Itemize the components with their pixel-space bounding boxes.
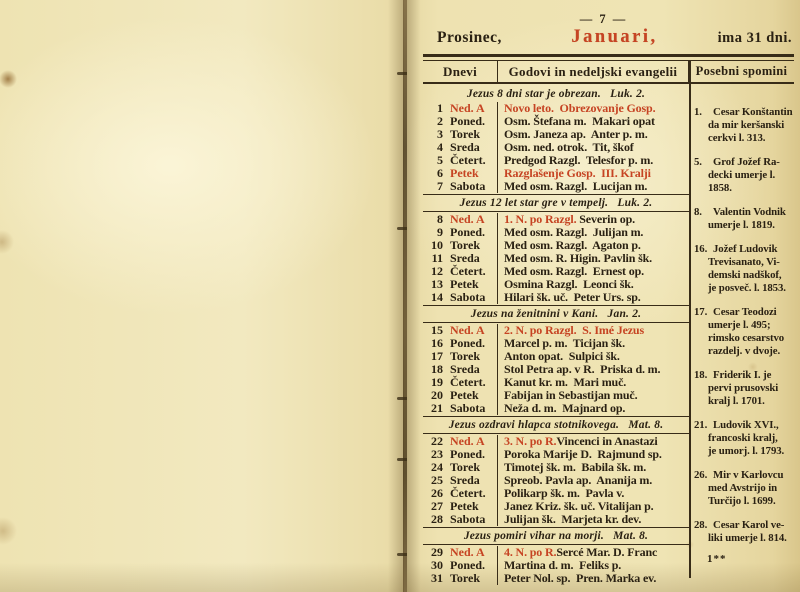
memorial-note	[694, 243, 797, 295]
feast-entry-part: Novo leto. Obrezovanje Gosp.	[504, 101, 656, 115]
weekday-name: Četert.	[447, 376, 498, 389]
day-number: 9	[437, 225, 443, 239]
day-number: 22	[431, 434, 443, 448]
weekday-name: Sabota	[447, 402, 498, 415]
gospel-heading	[423, 416, 689, 434]
printer-signature-mark: 1**	[707, 553, 727, 565]
calendar-day-row	[423, 572, 689, 585]
weekday-name: Petek	[447, 389, 498, 402]
feast-entry-part: 2. N. po Razgl. S. Imé Jezus	[504, 323, 644, 337]
feast-entry-part: Janez Kriz. šk. uč. Vitalijan p.	[504, 499, 654, 513]
gospel-heading-text: Jezus 12 let star gre v tempelj. Luk. 2.	[459, 197, 653, 209]
memorial-note-line	[694, 306, 797, 319]
memorial-note-text: Mir v Karlovcu	[713, 469, 784, 481]
feast-entry-part: Osm. Janeza ap. Anter p. m.	[504, 127, 648, 141]
calendar-header	[437, 27, 792, 48]
header-rule	[423, 82, 794, 84]
page-number: — 7 —	[579, 12, 628, 26]
weekday-name: Petek	[447, 278, 498, 291]
weekday-name: Poned.	[447, 559, 498, 572]
month-title: Januari,	[571, 27, 658, 47]
memorial-note-line: Trevisanato, Vi-	[708, 256, 780, 268]
day-number: 16	[431, 336, 443, 350]
day-number: 30	[431, 558, 443, 572]
memorial-note-text: Grof Jožef Ra-	[713, 156, 780, 168]
calendar-body	[423, 86, 689, 585]
feast-entry-part: Sercé Mar. D. Franc	[556, 545, 658, 559]
memorial-note-number: 21.	[694, 419, 708, 431]
column-divider-rule	[689, 61, 691, 578]
memorial-note-text: Jožef Ludovik	[713, 243, 778, 255]
weekday-name: Sabota	[447, 291, 498, 304]
memorial-note-number: 28.	[694, 519, 708, 531]
column-header-feasts: Godovi in nedeljski evangelii	[498, 61, 689, 82]
gospel-heading-text: Jezus ozdravi hlapca stotnikovega. Mat. 8.	[448, 419, 664, 431]
feast-entry-part: Timotej šk. m. Babila šk. m.	[504, 460, 647, 474]
memorial-note-line: decki umerje l.	[708, 169, 776, 181]
memorial-note-line: je umorj. l. 1793.	[708, 445, 785, 457]
memorial-note-text: Valentin Vodnik	[713, 206, 786, 218]
memorial-note-number: 5.	[694, 156, 702, 168]
memorial-note-line: demski nadškof,	[708, 269, 782, 281]
memorial-note-line: med Avstrijo in	[708, 482, 778, 494]
feast-entry	[498, 402, 689, 415]
weekday-name: Torek	[447, 128, 498, 141]
weekday-name: Torek	[447, 350, 498, 363]
memorial-note-line: rimsko cesarstvo	[708, 332, 785, 344]
memorial-note-number: 18.	[694, 369, 708, 381]
feast-entry	[498, 180, 689, 193]
memorial-note-text: Ludovik XVI.,	[713, 419, 779, 431]
day-number: 3	[437, 127, 443, 141]
weekday-name: Četert.	[447, 487, 498, 500]
feast-entry-part: Med osm. Razgl. Agaton p.	[504, 238, 641, 252]
day-number: 21	[431, 401, 443, 415]
gospel-heading-text: Jezus pomiri vihar na morji. Mat. 8.	[463, 530, 649, 542]
day-number: 5	[437, 153, 443, 167]
feast-entry-part: Med osm. Razgl. Julijan m.	[504, 225, 644, 239]
gospel-heading	[423, 194, 689, 212]
calendar-page	[407, 0, 800, 592]
memorial-note-text: Friderik I. je	[713, 369, 772, 381]
feast-entry-part: Polikarp šk. m. Pavla v.	[504, 486, 625, 500]
calendar-day-row	[423, 291, 689, 304]
weekday-name: Torek	[447, 239, 498, 252]
calendar-day-row	[423, 513, 689, 526]
column-header-days: Dnevi	[423, 61, 498, 82]
day-number: 11	[431, 251, 443, 265]
memorial-note-number: 16.	[694, 243, 708, 255]
column-header-memorials: Posebni spomini	[695, 64, 788, 78]
feast-entry	[498, 513, 689, 526]
memorial-note-line	[694, 206, 797, 219]
day-number: 15	[431, 323, 443, 337]
weekday-name: Sreda	[447, 474, 498, 487]
day-number: 20	[431, 388, 443, 402]
feast-entry-part: Med osm. R. Higin. Pavlin šk.	[504, 251, 652, 265]
weekday-name: Poned.	[447, 337, 498, 350]
calendar-day-row	[423, 180, 689, 193]
memorial-note	[694, 369, 797, 408]
weekday-name: Sreda	[447, 141, 498, 154]
feast-entry-part: Razglašenje Gosp. III. Kralji	[504, 166, 651, 180]
weekday-name: Sabota	[447, 180, 498, 193]
feast-entry-part: Med osm. Razgl. Lucijan m.	[504, 179, 648, 193]
day-number: 1	[437, 101, 443, 115]
gospel-heading-text: Jezus 8 dni star je obrezan. Luk. 2.	[466, 88, 646, 100]
weekday-name: Ned. A	[447, 102, 498, 115]
weekday-name: Petek	[447, 500, 498, 513]
gospel-heading	[423, 305, 689, 323]
weekday-name: Sreda	[447, 252, 498, 265]
feast-entry-part: Marcel p. m. Ticijan šk.	[504, 336, 625, 350]
memorial-note-line: je posveč. l. 1853.	[708, 282, 786, 294]
feast-entry-part: 4. N. po R.	[504, 545, 557, 559]
memorial-note-line	[694, 243, 797, 256]
weekday-name: Sabota	[447, 513, 498, 526]
memorial-note-number: 26.	[694, 469, 708, 481]
memorial-note-line: cerkvi l. 313.	[708, 132, 766, 144]
memorial-note	[694, 469, 797, 508]
memorial-note-line: Turčijo l. 1699.	[708, 495, 776, 507]
feast-entry-part: Spreob. Pavla ap. Ananija m.	[504, 473, 653, 487]
gospel-heading-text: Jezus na ženitnini v Kani. Jan. 2.	[470, 308, 642, 320]
day-number: 29	[431, 545, 443, 559]
feast-entry-part: Neža d. m. Majnard op.	[504, 401, 626, 415]
calendar-day-row	[423, 402, 689, 415]
memorial-note-line	[694, 156, 797, 169]
weekday-name: Ned. A	[447, 213, 498, 226]
memorial-note	[694, 306, 797, 358]
feast-entry-part: Osm. Štefana m. Makari opat	[504, 114, 655, 128]
day-number: 24	[431, 460, 443, 474]
feast-entry	[498, 572, 689, 585]
feast-entry-part: Osm. ned. otrok. Tit, škof	[504, 140, 634, 154]
weekday-name: Poned.	[447, 448, 498, 461]
feast-entry-part: 3. N. po R.	[504, 434, 557, 448]
memorial-note	[694, 156, 797, 195]
day-number: 6	[437, 166, 443, 180]
memorial-note-line: liki umerje l. 814.	[708, 532, 787, 544]
table-column-headers	[423, 61, 794, 82]
month-name-slovenian: Prosinec,	[437, 29, 502, 46]
memorial-note-line	[694, 469, 797, 482]
memorial-note-number: 1.	[694, 106, 702, 118]
day-number: 4	[437, 140, 443, 154]
day-number: 12	[431, 264, 443, 278]
feast-entry-part: Stol Petra ap. v R. Priska d. m.	[504, 362, 661, 376]
memorial-note-line: umerje l. 495;	[708, 319, 771, 331]
gospel-heading	[423, 527, 689, 545]
feast-entry-part: Julijan šk. Marjeta kr. dev.	[504, 512, 642, 526]
day-number: 2	[437, 114, 443, 128]
memorial-note-line: francoski kralj,	[708, 432, 778, 444]
day-number: 28	[431, 512, 443, 526]
feast-entry-part: Vincenci in Anastazi	[556, 434, 658, 448]
day-number: 27	[431, 499, 443, 513]
weekday-name: Ned. A	[447, 324, 498, 337]
memorial-note-line: kralj l. 1701.	[708, 395, 765, 407]
feast-entry-part: Martina d. m. Feliks p.	[504, 558, 622, 572]
feast-entry-part: Severin op.	[576, 212, 635, 226]
gospel-heading	[423, 87, 689, 101]
day-number: 26	[431, 486, 443, 500]
day-number: 23	[431, 447, 443, 461]
memorial-note-text: Cesar Konštantin	[713, 106, 793, 118]
day-number: 8	[437, 212, 443, 226]
feast-entry-part: 1. N. po Razgl.	[504, 212, 577, 226]
memorial-note-number: 17.	[694, 306, 708, 318]
day-number: 13	[431, 277, 443, 291]
feast-entry-part: Hilari šk. uč. Peter Urs. sp.	[504, 290, 641, 304]
memorial-note-line: 1858.	[708, 182, 732, 194]
weekday-name: Ned. A	[447, 546, 498, 559]
weekday-name: Poned.	[447, 226, 498, 239]
feast-entry-part: Osmina Razgl. Leonci šk.	[504, 277, 634, 291]
feast-entry-part: Anton opat. Sulpici šk.	[504, 349, 620, 363]
day-number: 14	[431, 290, 443, 304]
weekday-name: Četert.	[447, 265, 498, 278]
day-number: 31	[431, 571, 443, 585]
feast-entry-part: Kanut kr. m. Mari muč.	[504, 375, 627, 389]
feast-entry-part: Fabijan in Sebastijan muč.	[504, 388, 638, 402]
memorial-note-line	[694, 519, 797, 532]
memorial-note-line: umerje l. 1819.	[708, 219, 775, 231]
weekday-name: Petek	[447, 167, 498, 180]
weekday-name: Sreda	[447, 363, 498, 376]
feast-entry-part: Peter Nol. sp. Pren. Marka ev.	[504, 571, 657, 585]
memorial-note-line	[694, 369, 797, 382]
memorial-note-line: pervi prusovski	[708, 382, 779, 394]
memorial-note-line: razdelj. v dvoje.	[708, 345, 781, 357]
days-count-label: ima 31 dni.	[717, 30, 792, 46]
memorial-note-line	[694, 106, 797, 119]
memorial-note-line	[694, 419, 797, 432]
day-number: 7	[437, 179, 443, 193]
day-number: 18	[431, 362, 443, 376]
day-number: 25	[431, 473, 443, 487]
memorial-note	[694, 519, 797, 545]
day-number: 17	[431, 349, 443, 363]
memorial-note	[694, 106, 797, 145]
weekday-name: Poned.	[447, 115, 498, 128]
memorial-note-text: Cesar Teodozi	[713, 306, 777, 318]
feast-entry	[498, 291, 689, 304]
memorial-note-line: da mir keršanski	[708, 119, 785, 131]
day-number: 10	[431, 238, 443, 252]
memorial-notes-column	[694, 106, 797, 556]
weekday-name: Ned. A	[447, 435, 498, 448]
weekday-name: Četert.	[447, 154, 498, 167]
weekday-name: Torek	[447, 572, 498, 585]
memorial-note-text: Cesar Karol ve-	[713, 519, 785, 531]
feast-entry-part: Predgod Razgl. Telesfor p. m.	[504, 153, 654, 167]
weekday-name: Torek	[447, 461, 498, 474]
feast-entry-part: Med osm. Razgl. Ernest op.	[504, 264, 644, 278]
feast-entry-part: Poroka Marije D. Rajmund sp.	[504, 447, 662, 461]
double-rule	[423, 54, 794, 61]
memorial-note	[694, 206, 797, 232]
memorial-note-number: 8.	[694, 206, 702, 218]
day-number: 19	[431, 375, 443, 389]
memorial-note	[694, 419, 797, 458]
